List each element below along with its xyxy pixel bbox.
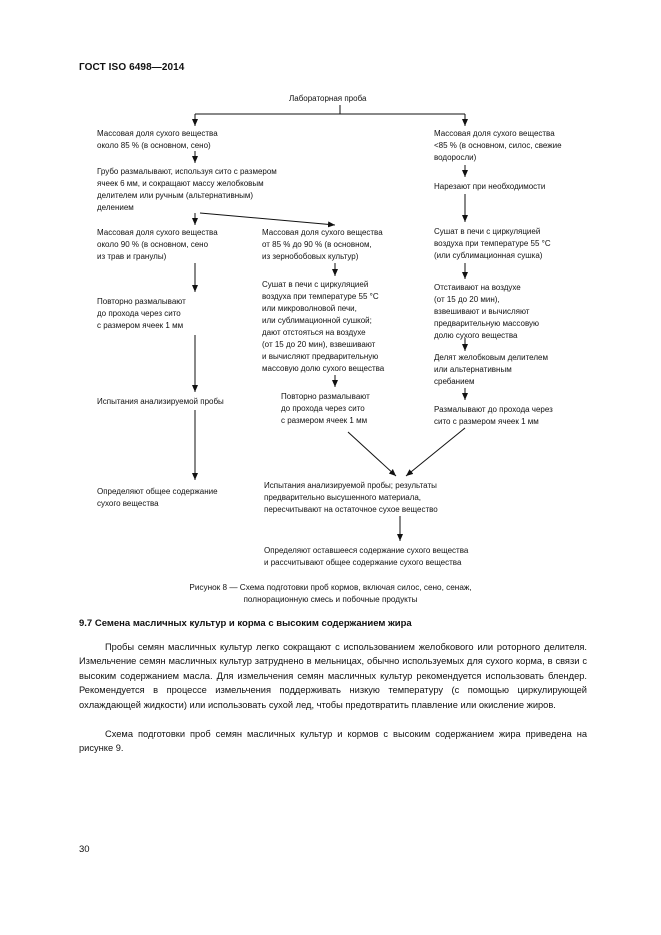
flow-bottom-determine: Определяют оставшееся содержание сухого вещества и рассчитывают общее содержание сухого вещества — [264, 546, 469, 567]
flow-right-divide: Делят желобковым делителем или альтернативным сребанием — [434, 353, 548, 386]
section-title: 9.7 Семена масличных культур и корма с высоким содержанием жира — [79, 618, 412, 629]
flow-middle-regrind: Повторно размалывают до прохода через сито с размером ячеек 1 мм — [281, 392, 370, 425]
arrow-right-to-test — [406, 428, 465, 476]
arrow-left-to-middle — [200, 213, 335, 225]
flow-left-moisture-90: Массовая доля сухого вещества около 90 % (в основном, сено из трав и гранулы) — [97, 228, 218, 261]
arrow-middle-to-test — [348, 432, 396, 476]
flow-top-lab-sample: Лабораторная проба — [289, 94, 367, 103]
flow-left-grind: Грубо размалывают, используя сито с размером ячеек 6 мм, и сокращают массу желобковым делителем или ручным (альтернативным) делением — [97, 167, 277, 212]
flow-right-cut: Нарезают при необходимости — [434, 182, 546, 191]
flow-right-dry: Сушат в печи с циркуляцией воздуха при температуре 55 °С (или сублимационная сушка) — [434, 227, 551, 260]
document-header: ГОСТ ISO 6498—2014 — [79, 62, 185, 73]
flow-middle-dry: Сушат в печи с циркуляцией воздуха при температуре 55 °С или микроволновой печи, или сублимационной сушкой; дают отстояться на воздухе (от 15 до 20 мин), взвешивают и вычисляют предварительную массовую долю сухого вещества — [262, 280, 385, 373]
flow-bottom-test: Испытания анализируемой пробы; результаты предварительно высушенного материала, пересчитывают на остаточное сухое вещество — [264, 481, 438, 514]
flow-left-test: Испытания анализируемой пробы — [97, 397, 224, 406]
figure-caption: Рисунок 8 — Схема подготовки проб кормов, включая силос, сено, сенаж, полнорационную смесь и побочные продукты — [189, 583, 472, 604]
flow-left-moisture: Массовая доля сухого вещества около 85 % (в основном, сено) — [97, 129, 218, 150]
flow-middle-moisture: Массовая доля сухого вещества от 85 % до 90 % (в основном, из зернобобовых культур) — [262, 228, 383, 261]
paragraph-1: Пробы семян масличных культур легко сокращают с использованием желобкового или роторного делителя. Измельчение семян масличных культур затруднено в мельницах, обычно используемых для сухого корма, в связи с высоким содержанием масла. Для измельчения семян масличных культур рекомендуется использовать блендер. Рекомендуется в процессе измельчения поддерживать низкую температуру (с помощью циркулирующей охлаждающей жидкости) или использовать сухой лед, чтобы предотвратить плавление или окисление жиров. — [79, 642, 587, 710]
flow-left-determine: Определяют общее содержание сухого вещества — [97, 487, 218, 508]
flow-right-settle: Отстаивают на воздухе (от 15 до 20 мин), взвешивают и вычисляют предварительную массовую долю сухого вещества — [434, 283, 540, 340]
page-number: 30 — [79, 844, 90, 855]
flow-right-grind: Размалывают до прохода через сито с размером ячеек 1 мм — [434, 405, 553, 426]
flow-left-regrind: Повторно размалывают до прохода через сито с размером ячеек 1 мм — [97, 297, 186, 330]
paragraph-2: Схема подготовки проб семян масличных культур и кормов с высоким содержанием жира приведена на рисунке 9. — [79, 729, 587, 754]
flow-right-moisture: Массовая доля сухого вещества <85 % (в основном, силос, свежие водоросли) — [434, 129, 562, 162]
